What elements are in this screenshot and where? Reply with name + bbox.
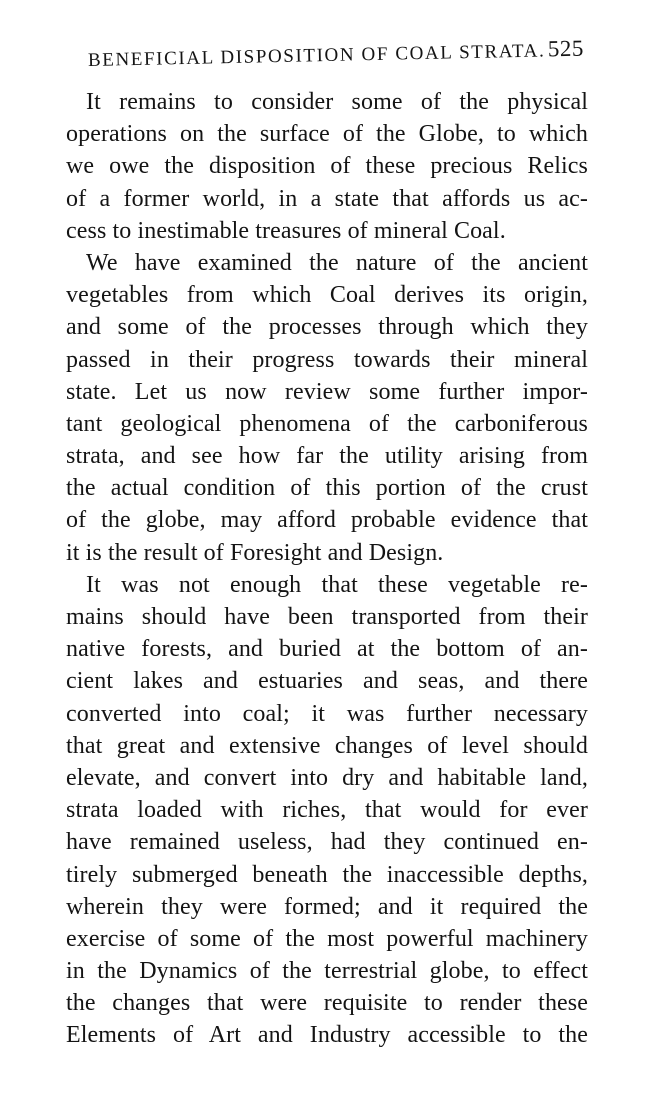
text-line: converted into coal; it was further necessary [66,700,588,727]
paragraph [66,247,588,569]
text-line: operations on the surface of the Globe, to which [66,121,588,148]
text-line: in the Dynamics of the terrestrial globe, to effect [66,958,588,985]
text-line: tant geological phenomena of the carboniferous [66,410,588,437]
running-head [88,36,585,76]
text-line: and some of the processes through which they [66,314,588,341]
text-line: It was not enough that these vegetable re- [86,571,588,598]
text-line: It remains to consider some of the physical [86,89,588,115]
text-line: exercise of some of the most powerful machinery [66,925,588,952]
text-line: vegetables from which Coal derives its origin, [66,282,588,309]
text-line: cess to inestimable treasures of mineral Coal. [66,217,506,244]
text-line: it is the result of Foresight and Design. [66,539,444,566]
text-line: the actual condition of this portion of the crust [66,475,588,502]
text-line: elevate, and convert into dry and habitable land, [66,764,588,791]
text-line: strata loaded with riches, that would for ever [66,797,588,824]
text-line: cient lakes and estuaries and seas, and there [66,668,588,695]
text-line: state. Let us now review some further impor- [66,378,588,405]
text-line: tirely submerged beneath the inaccessible depths, [66,861,588,888]
text-line: wherein they were formed; and it required the [66,893,588,920]
text-line: native forests, and buried at the bottom of an- [66,636,588,663]
text-line: have remained useless, had they continued en- [66,829,588,856]
text-line: of a former world, in a state that affords us ac- [66,185,588,212]
text-line: that great and extensive changes of level should [66,732,588,759]
text-line: Elements of Art and Industry accessible to the [66,1022,588,1049]
paragraph [66,86,588,247]
text-line: the changes that were requisite to render these [66,990,588,1017]
body-text [66,86,588,1052]
text-line: strata, and see how far the utility arising from [66,443,588,470]
text-line: We have examined the nature of the ancient [86,249,588,276]
running-title: BENEFICIAL DISPOSITION OF COAL STRATA. [87,40,546,71]
text-line: of the globe, may afford probable evidence that [66,507,588,534]
text-line: mains should have been transported from their [66,604,588,630]
text-line: passed in their progress towards their mineral [66,346,588,373]
paragraph [66,569,588,1052]
text-line: we owe the disposition of these precious Relics [66,153,588,180]
page-number: 525 [547,35,585,62]
